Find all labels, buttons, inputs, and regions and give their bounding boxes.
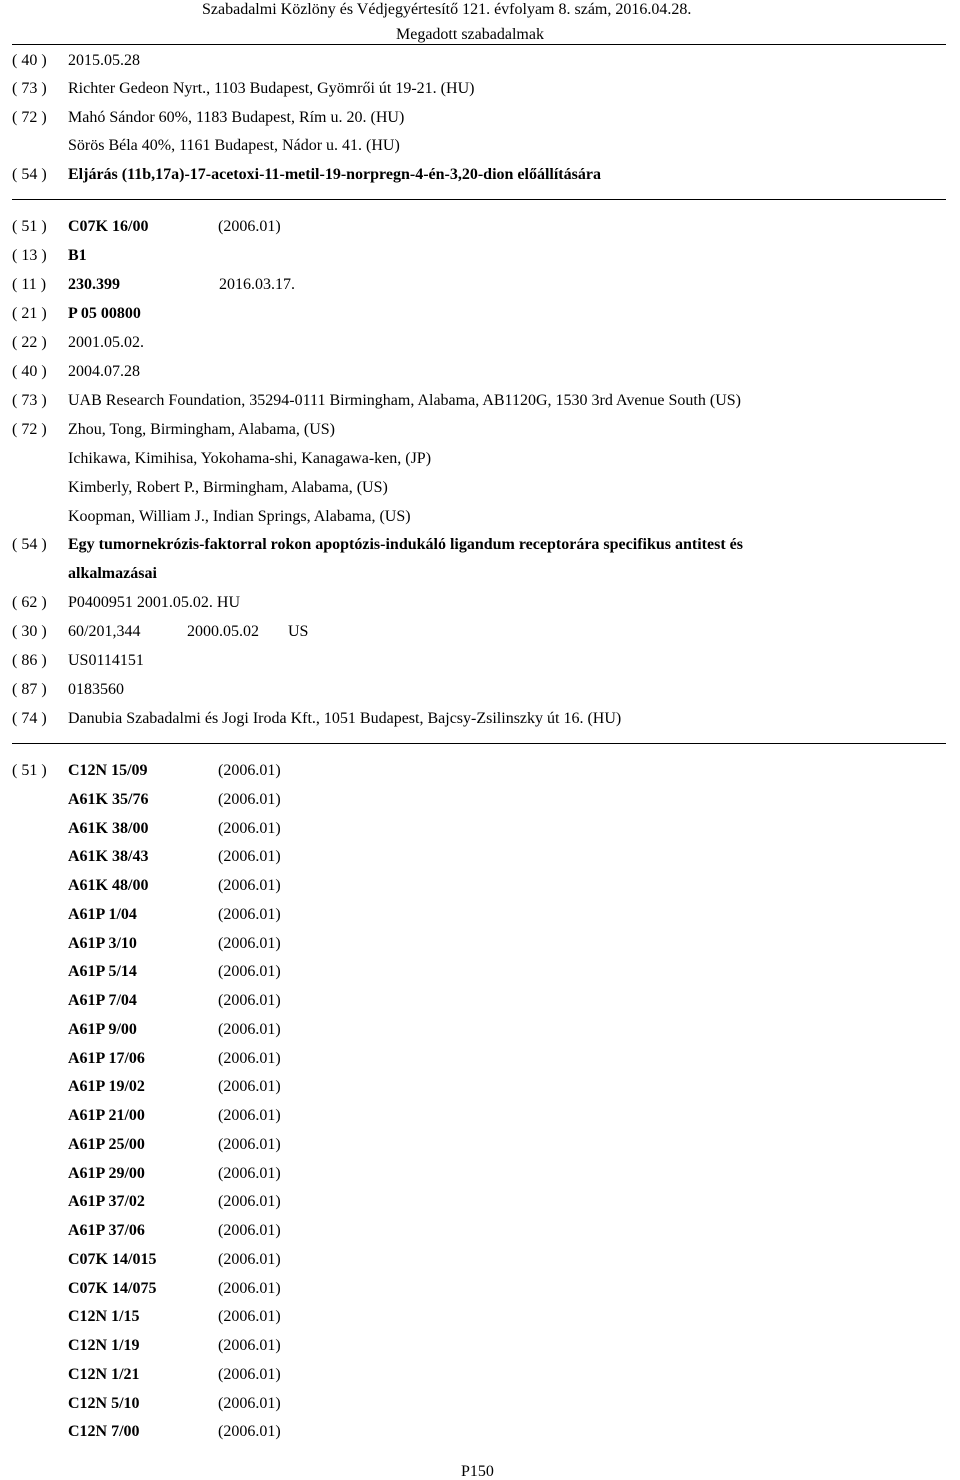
r2-title: alkalmazásai bbox=[68, 565, 157, 582]
inid-code: ( 51 ) bbox=[12, 762, 47, 779]
classification-code: A61K 38/43 bbox=[68, 848, 149, 866]
classification-code: C12N 1/15 bbox=[68, 1308, 140, 1326]
r2-agent: Danubia Szabadalmi és Jogi Iroda Kft., 1051 Budapest, Bajcsy-Zsilinszky út 16. (HU) bbox=[68, 710, 622, 727]
r2-ipc-code: C07K 16/00 bbox=[68, 218, 149, 235]
classification-version: (2006.01) bbox=[218, 1279, 281, 1297]
r1-date-40: 2015.05.28 bbox=[68, 52, 140, 69]
inid-code: ( 73 ) bbox=[12, 392, 47, 409]
classification-code: A61P 3/10 bbox=[68, 934, 137, 952]
classification-version: (2006.01) bbox=[218, 1423, 281, 1441]
classification-version: (2006.01) bbox=[218, 819, 281, 837]
r2-inventor: Zhou, Tong, Birmingham, Alabama, (US) bbox=[68, 421, 335, 438]
r1-inventor: Sörös Béla 40%, 1161 Budapest, Nádor u. 41. (HU) bbox=[68, 137, 400, 154]
inid-code: ( 22 ) bbox=[12, 334, 47, 351]
classification-version: (2006.01) bbox=[218, 1107, 281, 1124]
section-heading: Megadott szabadalmak bbox=[396, 26, 544, 43]
inid-code: ( 54 ) bbox=[12, 536, 47, 553]
classification-code: C12N 1/21 bbox=[68, 1365, 140, 1383]
r2-pct-publication: 0183560 bbox=[68, 681, 124, 698]
r2-title: Egy tumornekrózis-faktorral rokon apoptózis-indukáló ligandum receptorára specifikus antitest és bbox=[68, 536, 743, 553]
classification-code: A61K 48/00 bbox=[68, 877, 149, 894]
record-divider bbox=[12, 743, 946, 744]
classification-code: A61K 35/76 bbox=[68, 790, 149, 808]
r2-inventor: Ichikawa, Kimihisa, Yokohama-shi, Kanagawa-ken, (JP) bbox=[68, 450, 432, 467]
classification-version: (2006.01) bbox=[218, 963, 281, 981]
classification-code: C07K 14/015 bbox=[68, 1250, 157, 1268]
r2-kind-code: B1 bbox=[68, 247, 87, 264]
classification-version: (2006.01) bbox=[218, 1222, 281, 1239]
classification-version: (2006.01) bbox=[218, 762, 281, 779]
r2-patent-number: 230.399 bbox=[68, 276, 120, 293]
classification-version: (2006.01) bbox=[218, 992, 281, 1009]
classification-code: A61P 37/02 bbox=[68, 1193, 145, 1211]
r2-pct-application: US0114151 bbox=[68, 652, 144, 669]
inid-code: ( 30 ) bbox=[12, 623, 47, 640]
classification-code: A61P 7/04 bbox=[68, 992, 137, 1009]
classification-version: (2006.01) bbox=[218, 1049, 281, 1067]
classification-version: (2006.01) bbox=[218, 1394, 281, 1412]
inid-code: ( 40 ) bbox=[12, 52, 47, 69]
classification-version: (2006.01) bbox=[218, 934, 281, 952]
classification-code: C12N 7/00 bbox=[68, 1423, 140, 1441]
classification-code: A61P 19/02 bbox=[68, 1078, 145, 1096]
r2-ipc-version: (2006.01) bbox=[218, 218, 281, 235]
inid-code: ( 73 ) bbox=[12, 80, 47, 97]
inid-code: ( 72 ) bbox=[12, 421, 47, 438]
r2-priority-country: US bbox=[288, 623, 309, 640]
r2-date-40: 2004.07.28 bbox=[68, 363, 140, 380]
classification-code: A61P 17/06 bbox=[68, 1049, 145, 1067]
r2-inventor: Kimberly, Robert P., Birmingham, Alabama, (US) bbox=[68, 479, 388, 496]
classification-version: (2006.01) bbox=[218, 1164, 281, 1182]
r2-publication-date: 2016.03.17. bbox=[219, 276, 295, 293]
inid-code: ( 40 ) bbox=[12, 363, 47, 380]
inid-code: ( 72 ) bbox=[12, 109, 47, 126]
classification-version: (2006.01) bbox=[218, 1250, 281, 1268]
header-divider bbox=[12, 44, 946, 45]
classification-code: A61K 38/00 bbox=[68, 819, 149, 837]
classification-version: (2006.01) bbox=[218, 1337, 281, 1354]
classification-version: (2006.01) bbox=[218, 877, 281, 894]
classification-code: A61P 9/00 bbox=[68, 1020, 137, 1038]
classification-version: (2006.01) bbox=[218, 1193, 281, 1211]
classification-version: (2006.01) bbox=[218, 1365, 281, 1383]
inid-code: ( 54 ) bbox=[12, 166, 47, 183]
record-divider bbox=[12, 199, 946, 200]
r2-application-number: P 05 00800 bbox=[68, 305, 141, 322]
classification-version: (2006.01) bbox=[218, 905, 281, 923]
classification-code: A61P 1/04 bbox=[68, 905, 137, 923]
r2-inventor: Koopman, William J., Indian Springs, Alabama, (US) bbox=[68, 508, 411, 525]
classification-code: A61P 29/00 bbox=[68, 1164, 145, 1182]
classification-version: (2006.01) bbox=[218, 1020, 281, 1038]
inid-code: ( 11 ) bbox=[12, 276, 47, 293]
inid-code: ( 21 ) bbox=[12, 305, 47, 322]
classification-version: (2006.01) bbox=[218, 1135, 281, 1153]
r2-holder: UAB Research Foundation, 35294-0111 Birmingham, Alabama, AB1120G, 1530 3rd Avenue South (US) bbox=[68, 392, 741, 409]
r2-priority-number: 60/201,344 bbox=[68, 623, 141, 640]
classification-version: (2006.01) bbox=[218, 790, 281, 808]
classification-code: C12N 15/09 bbox=[68, 762, 148, 779]
r2-priority-date: 2000.05.02 bbox=[187, 623, 259, 640]
inid-code: ( 74 ) bbox=[12, 710, 47, 727]
journal-header-title: Szabadalmi Közlöny és Védjegyértesítő 121. évfolyam 8. szám, 2016.04.28. bbox=[202, 1, 692, 18]
classification-version: (2006.01) bbox=[218, 1078, 281, 1096]
inid-code: ( 86 ) bbox=[12, 652, 47, 669]
r1-inventor: Mahó Sándor 60%, 1183 Budapest, Rím u. 20. (HU) bbox=[68, 109, 405, 126]
r1-title: Eljárás (11b,17a)-17-acetoxi-11-metil-19-norpregn-4-én-3,20-dion előállítására bbox=[68, 166, 601, 183]
classification-version: (2006.01) bbox=[218, 848, 281, 866]
r1-holder: Richter Gedeon Nyrt., 1103 Budapest, Gyömrői út 19-21. (HU) bbox=[68, 80, 475, 97]
classification-code: A61P 37/06 bbox=[68, 1222, 145, 1239]
r2-filing-date: 2001.05.02. bbox=[68, 334, 144, 351]
classification-code: A61P 5/14 bbox=[68, 963, 137, 981]
inid-code: ( 62 ) bbox=[12, 594, 47, 611]
inid-code: ( 51 ) bbox=[12, 218, 47, 235]
classification-code: C12N 5/10 bbox=[68, 1394, 140, 1412]
classification-code: A61P 21/00 bbox=[68, 1107, 145, 1124]
classification-code: C12N 1/19 bbox=[68, 1337, 140, 1354]
page-number: P150 bbox=[461, 1463, 494, 1480]
classification-version: (2006.01) bbox=[218, 1308, 281, 1326]
r2-parent-application: P0400951 2001.05.02. HU bbox=[68, 594, 241, 611]
inid-code: ( 13 ) bbox=[12, 247, 47, 264]
classification-code: C07K 14/075 bbox=[68, 1279, 157, 1297]
classification-code: A61P 25/00 bbox=[68, 1135, 145, 1153]
inid-code: ( 87 ) bbox=[12, 681, 47, 698]
